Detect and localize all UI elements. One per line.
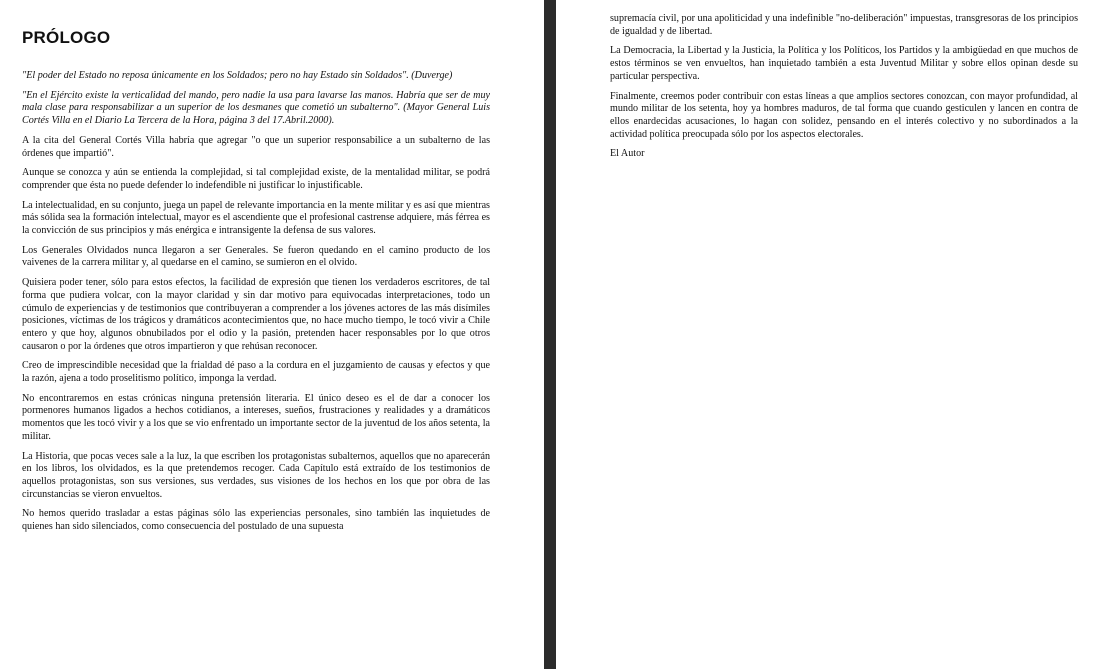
paragraph: supremacía civil, por una apoliticidad y una indefinible "no-deliberación" impuestas, transgresoras de los principios de igualdad y de libertad. — [610, 13, 1078, 37]
right-page — [556, 0, 1097, 669]
paragraph: Quisiera poder tener, sólo para estos efectos, la facilidad de expresión que tienen los verdaderos escritores, de tal forma que pudiera volcar, con la mayor claridad y sin dar motivo para equivocadas interpretaciones, todo un cúmulo de experiencias y de testimonios que contribuyeran a comprender a los jóvenes actores de las más disímiles posiciones, víctimas de los trágicos y dramáticos acontecimientos que, no hace mucho tiempo, le tocó vivir a Chile entero y que hoy, algunos obnubilados por el odio y la pasión, pretenden hacer responsables por lo que otros causaron o por la órdenes que otros impartieron y que rehúsan reconocer. — [22, 277, 490, 352]
paragraph: La Historia, que pocas veces sale a la luz, la que escriben los protagonistas subalternos, aquellos que no aparecerán en los libros, los olvidados, es la que pretendemos recoger. Cada Capítulo está extraído de los testimonios de aquellos protagonistas, son sus versiones, sus verdades, sus visiones de los hechos en los que por obra de las circunstancias se vieron envueltos. — [22, 450, 490, 500]
paragraph: A la cita del General Cortés Villa habría que agregar "o que un superior responsabilice a un subalterno de las órdenes que impartió". — [22, 134, 490, 159]
left-page — [0, 0, 544, 669]
paragraph: La intelectualidad, en su conjunto, juega un papel de relevante importancia en la mente militar y es así que mientras más sólida sea la formación intelectual, mayor es el ascendiente que el profesional castrense adquiere, más férrea es la convicción de sus principios y más enérgica e intransigente la defensa de sus valores. — [22, 199, 490, 237]
paragraph: Aunque se conozca y aún se entienda la complejidad, si tal complejidad existe, de la mentalidad militar, se podrá comprender que ésta no puede defender lo indefendible ni justificar lo injustificable. — [22, 167, 490, 191]
paragraph: No hemos querido trasladar a estas páginas sólo las experiencias personales, sino también las inquietudes de quienes han sido silenciados, como consecuencia del postulado de una supuesta — [22, 508, 490, 533]
author-signature: El Autor — [610, 148, 645, 160]
paragraph: La Democracia, la Libertad y la Justicia, la Política y los Políticos, los Partidos y la ambigüedad en que muchos de estos términos se ven envueltos, han inquietado también a esta Juventud Militar y sobre ellos opinan desde su particular perspectiva. — [610, 45, 1078, 82]
right-page-content — [610, 13, 1078, 168]
epigraph-cortes-villa: "En el Ejército existe la verticalidad del mando, pero nadie la usa para lavarse las manos. Habría que ser de muy mala clase para responsabilizar a un superior de los desmanes que cometió un subalterno". (Mayor General Luis Cortés Villa en el Diario La Tercera de la Hora, página 3 del 17.Abril.2000). — [22, 89, 490, 127]
page-title: PRÓLOGO — [22, 28, 111, 47]
paragraph: Finalmente, creemos poder contribuir con estas líneas a que amplios sectores conozcan, con mayor profundidad, al mundo militar de los setenta, hoy ya hombres maduros, de tal forma que cuando gesticulen y lancen en contra de ellos enardecidas acusaciones, lo hagan con solidez, pensando en el interés colectivo y no subordinados a la actividad política preocupada sólo por los aspectos electorales. — [610, 90, 1078, 140]
epigraph-duverge: "El poder del Estado no reposa únicamente en los Soldados; pero no hay Estado sin Soldados". (Duverge) — [22, 70, 453, 81]
left-page-content — [22, 0, 490, 541]
page-gutter — [544, 0, 556, 669]
paragraph: Los Generales Olvidados nunca llegaron a ser Generales. Se fueron quedando en el camino producto de los vaivenes de la carrera militar y, al quedarse en el camino, se sumieron en el olvido. — [22, 244, 490, 269]
paragraph: No encontraremos en estas crónicas ninguna pretensión literaria. El único deseo es el de dar a conocer los pormenores humanos ligados a hechos cotidianos, a intereses, sueños, frustraciones y realidades y a dramáticos momentos que les tocó vivir y a los que se vio enfrentado un importante sector de la juventud de los años setenta, la militar. — [22, 392, 490, 442]
paragraph: Creo de imprescindible necesidad que la frialdad dé paso a la cordura en el juzgamiento de causas y efectos y que la razón, ajena a todo proselitismo político, imponga la verdad. — [22, 360, 490, 385]
